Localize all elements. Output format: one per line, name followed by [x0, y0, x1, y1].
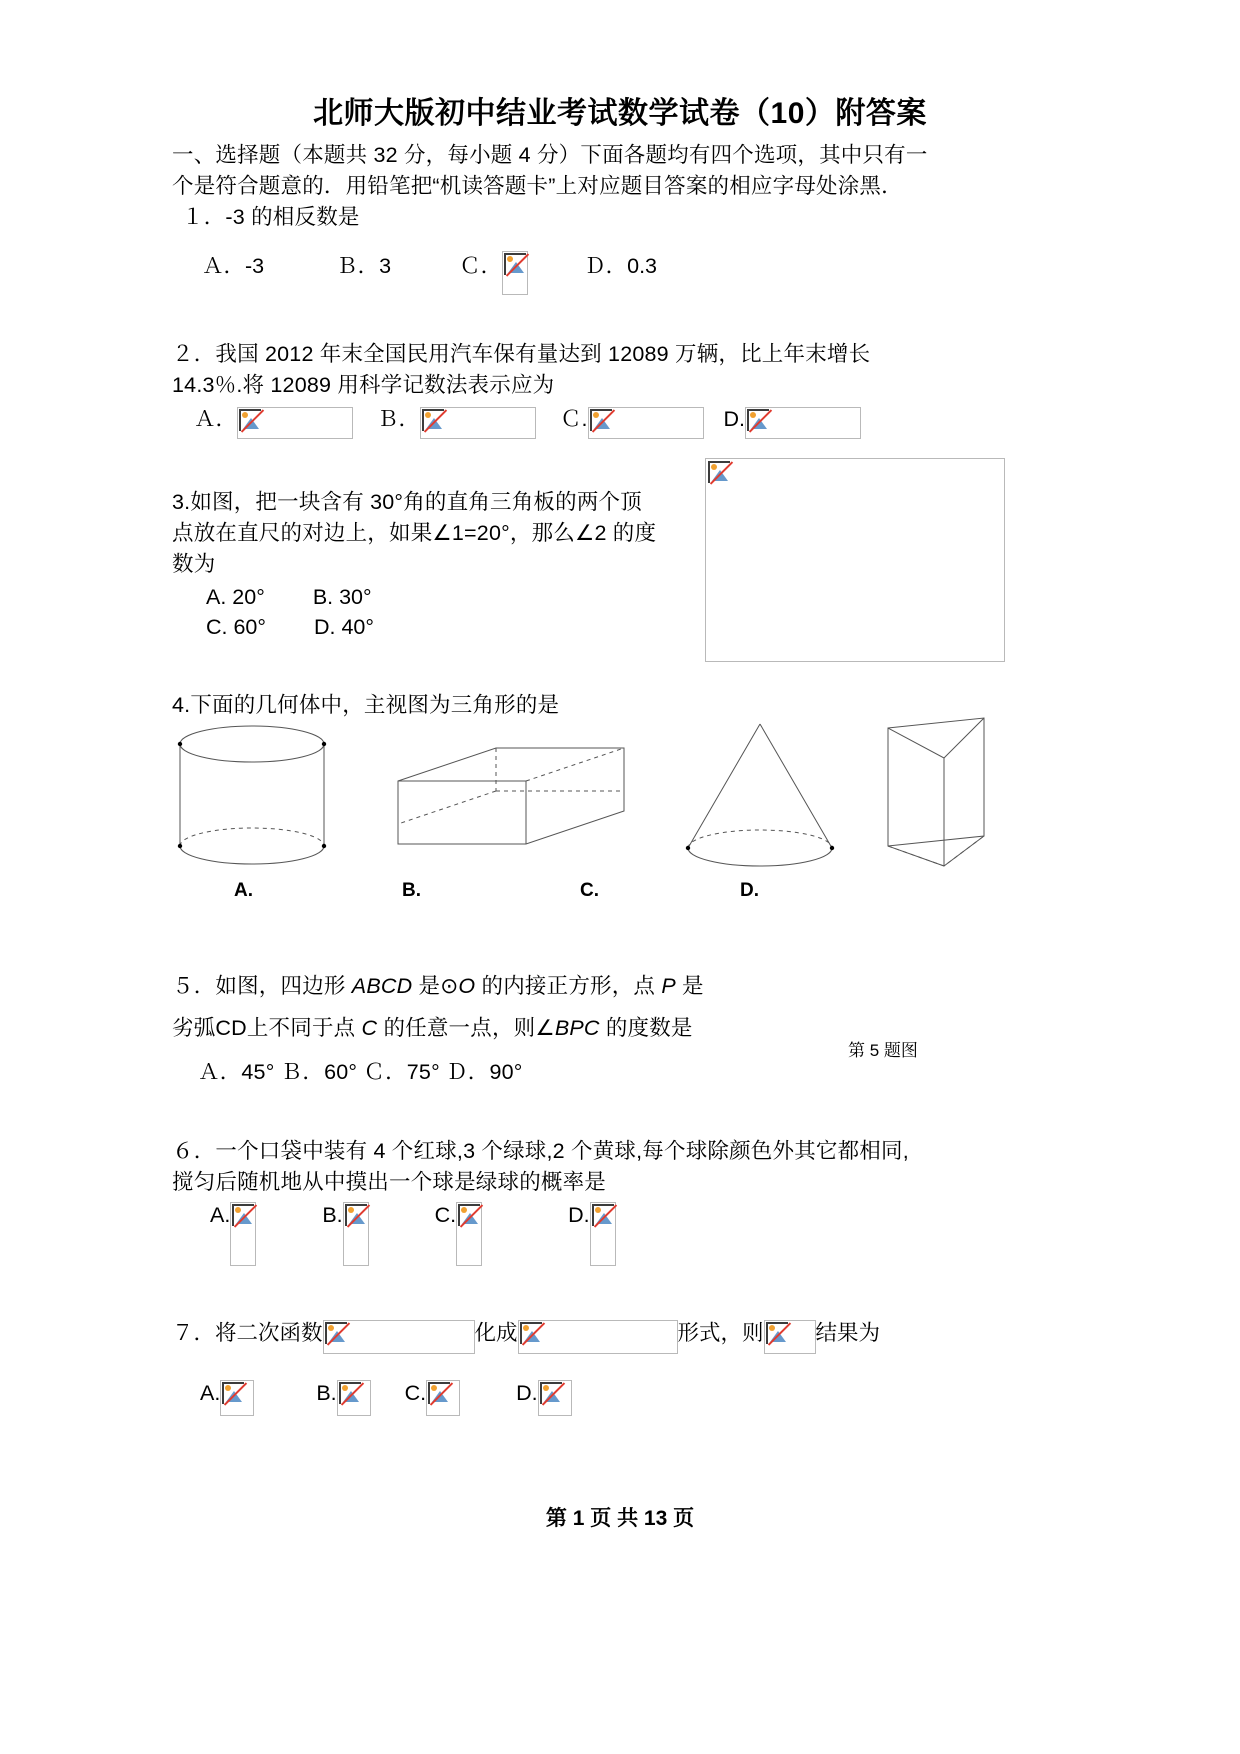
question-7-expression-2[interactable]: [518, 1320, 678, 1354]
question-2-option-a[interactable]: [194, 407, 353, 439]
question-5-stem-line-2: [172, 1007, 1072, 1049]
option-image-box[interactable]: [588, 407, 704, 439]
question-1-option-d[interactable]: Ｄ．0.3: [584, 254, 657, 278]
solid-label-b: B.: [402, 880, 421, 901]
option-label: A.: [200, 1381, 221, 1405]
question-7-option-a[interactable]: [200, 1380, 254, 1416]
abcd-label: ABCD: [351, 974, 413, 998]
question-6-stem-line-1: ６．一个口袋中装有 4 个红球,3 个绿球,2 个黄球,每个球除颜色外其它都相同,: [172, 1139, 909, 1163]
option-image-box[interactable]: [426, 1380, 460, 1416]
question-7-option-d[interactable]: [516, 1380, 572, 1416]
option-label: Ｃ.: [560, 407, 588, 431]
o-label: O: [458, 974, 476, 998]
question-2-option-b[interactable]: [377, 407, 536, 439]
question-4-solids-figure: [172, 706, 1032, 906]
question-3-option-a[interactable]: A. 20°: [206, 585, 265, 609]
question-2: [172, 339, 1072, 439]
question-6-option-b[interactable]: [322, 1202, 368, 1266]
option-image-box[interactable]: [337, 1380, 371, 1416]
broken-image-icon: [428, 1382, 450, 1404]
question-5-figure-caption: 第 5 题图: [848, 1041, 918, 1060]
question-3-stem-line-3: 数为: [172, 552, 216, 576]
solid-label-d: D.: [740, 880, 759, 901]
question-6-options: [172, 1202, 1072, 1266]
solid-cuboid: [398, 748, 624, 844]
broken-image-icon: [766, 1322, 788, 1344]
question-7-expression-3[interactable]: [764, 1320, 816, 1354]
t: 劣弧CD上不同于点: [172, 1016, 362, 1040]
question-3-figure[interactable]: [705, 458, 1005, 662]
option-label: Ａ．: [194, 407, 238, 431]
t: 是: [675, 974, 704, 998]
question-1-option-b[interactable]: Ｂ．3: [336, 254, 392, 278]
question-2-stem-line-1: ２．我国 2012 年末全国民用汽车保有量达到 12089 万辆，比上年末增长: [172, 342, 871, 366]
question-3: [172, 487, 692, 642]
t: 的内接正方形，点: [475, 974, 662, 998]
option-image-box[interactable]: [220, 1380, 254, 1416]
t: 是⊙: [412, 974, 459, 998]
broken-image-icon: [222, 1382, 244, 1404]
question-3-option-c[interactable]: C. 60°: [206, 615, 266, 639]
question-7-stem-part-1: ７．将二次函数: [172, 1321, 323, 1345]
page-title: 北师大版初中结业考试数学试卷（10）附答案: [313, 97, 927, 130]
solid-cone: [592, 706, 834, 866]
question-7-stem-part-3: 形式，则: [677, 1321, 764, 1345]
question-6-option-c[interactable]: [435, 1202, 483, 1266]
option-label: D.: [516, 1381, 538, 1405]
question-2-option-d[interactable]: [724, 407, 862, 439]
page-footer: 第 1 页 共 13 页: [545, 1507, 695, 1530]
option-image-box[interactable]: [343, 1202, 369, 1266]
option-image-box[interactable]: [420, 407, 536, 439]
broken-image-icon: [504, 253, 526, 275]
question-6-option-d[interactable]: [568, 1202, 616, 1266]
c-label: C: [361, 1016, 378, 1040]
question-7-stem-part-4: 结果为: [815, 1321, 881, 1345]
broken-image-icon: [239, 409, 261, 431]
question-7: [172, 1320, 1072, 1416]
option-image-box[interactable]: [538, 1380, 572, 1416]
t: 的度数是: [599, 1016, 693, 1040]
question-7-stem: [172, 1320, 1072, 1354]
question-1-stem: １．-3 的相反数是: [182, 205, 360, 229]
question-1-options: [172, 251, 1072, 295]
option-image-box[interactable]: [230, 1202, 256, 1266]
question-6-stem-line-2: 搅匀后随机地从中摸出一个球是绿球的概率是: [172, 1170, 607, 1194]
broken-image-icon: [339, 1382, 361, 1404]
solid-label-c: C.: [580, 880, 599, 901]
question-5-stem-line-1: [172, 965, 1072, 1007]
question-3-options-row-2: [172, 612, 692, 642]
question-1: [172, 202, 1072, 295]
t: ５．如图，四边形: [172, 974, 352, 998]
p-label: P: [661, 974, 676, 998]
question-3-stem-line-2: 点放在直尺的对边上，如果∠1=20°，那么∠2 的度: [172, 521, 657, 545]
option-image-box[interactable]: [745, 407, 861, 439]
section-heading-line-2: 个是符合题意的．用铅笔把“机读答题卡”上对应题目答案的相应字母处涂黑．: [172, 174, 903, 198]
question-7-option-c[interactable]: [405, 1380, 461, 1416]
broken-image-icon: [422, 409, 444, 431]
broken-image-icon: [325, 1322, 347, 1344]
question-3-stem-line-1: 3.如图，把一块含有 30°角的直角三角板的两个顶: [172, 490, 642, 514]
question-6-option-a[interactable]: [210, 1202, 256, 1266]
solid-cylinder: [178, 726, 326, 864]
option-image-box[interactable]: [237, 407, 353, 439]
question-6: [172, 1136, 1072, 1266]
broken-image-icon: [520, 1322, 542, 1344]
broken-image-icon: [708, 461, 730, 483]
broken-image-icon: [590, 409, 612, 431]
broken-image-icon: [232, 1204, 254, 1226]
option-label: A.: [210, 1203, 231, 1227]
option-label: B.: [316, 1381, 337, 1405]
question-7-option-b[interactable]: [316, 1380, 370, 1416]
solids-svg: [172, 706, 1032, 906]
option-label: Ｂ．: [377, 407, 421, 431]
question-1-option-a[interactable]: Ａ．-3: [202, 254, 265, 278]
option-label: D.: [723, 407, 746, 431]
broken-image-icon: [345, 1204, 367, 1226]
question-3-option-d[interactable]: D. 40°: [314, 615, 374, 639]
question-2-options: [172, 407, 1072, 439]
option-label: C.: [404, 1381, 427, 1405]
broken-image-icon: [592, 1204, 614, 1226]
question-5: [172, 965, 1072, 1088]
question-7-expression-1[interactable]: [323, 1320, 475, 1354]
broken-image-icon: [540, 1382, 562, 1404]
broken-image-icon: [458, 1204, 480, 1226]
question-2-option-c[interactable]: [560, 407, 703, 439]
broken-image-icon: [747, 409, 769, 431]
question-1-option-c-image[interactable]: [502, 251, 528, 295]
option-image-box[interactable]: [590, 1202, 616, 1266]
solid-triangular-prism: [888, 718, 984, 866]
question-3-option-b[interactable]: B. 30°: [312, 585, 372, 609]
bpc-label: BPC: [554, 1016, 600, 1040]
solid-label-a: A.: [234, 880, 253, 901]
question-3-options-row-1: [172, 582, 692, 612]
option-label: C.: [434, 1203, 457, 1227]
question-7-options: [172, 1380, 1072, 1416]
section-heading-line-1: 一、选择题（本题共 32 分，每小题 4 分）下面各题均有四个选项，其中只有一: [172, 143, 928, 167]
option-label: B.: [322, 1203, 343, 1227]
question-2-stem-line-2: 14.3％.将 12089 用科学记数法表示应为: [172, 373, 555, 397]
question-5-options[interactable]: Ａ．45° Ｂ．60° Ｃ．75° Ｄ．90°: [198, 1060, 523, 1084]
t: 的任意一点，则∠: [377, 1016, 555, 1040]
option-image-box[interactable]: [456, 1202, 482, 1266]
question-7-stem-part-2: 化成: [474, 1321, 518, 1345]
question-4-stem: 4.下面的几何体中，主视图为三角形的是: [172, 693, 560, 717]
option-label: D.: [568, 1203, 590, 1227]
question-1-option-c[interactable]: Ｃ．: [459, 254, 503, 278]
